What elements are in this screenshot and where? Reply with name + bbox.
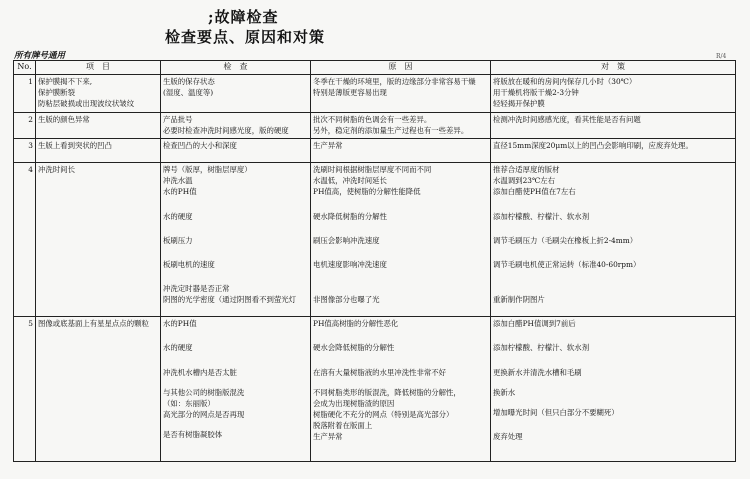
cell-line: 水温调到23℃左右 — [493, 176, 556, 186]
cell-line: 防粘层破损或出现波纹状皱纹 — [38, 98, 135, 108]
cause-cell — [311, 139, 491, 163]
cell-line: 冲洗水温 — [163, 176, 193, 186]
cell-line: 添加白醋使PH值在7左右 — [493, 187, 576, 197]
cell-line: 冬季在干燥的环境里，版的边缘部分非常容易干燥 — [313, 76, 476, 86]
cell-line: 水的PH值 — [163, 187, 197, 197]
header-item: 项 目 — [36, 61, 161, 75]
cell-line: 将版放在暖和的房间内保存几小时（30℃） — [493, 76, 637, 86]
header-cause: 原 因 — [311, 61, 491, 75]
cell-line: 产品批号 — [163, 115, 193, 125]
document-subtitle: 检查要点、原因和对策 — [165, 28, 326, 46]
cell-line: 不同树脂类形的版混洗，降低树脂的分解性， — [313, 387, 461, 397]
check-cell — [161, 317, 311, 462]
scope-label: 所有牌号通用 — [14, 51, 66, 61]
cell-line: 调节毛刷压力（毛刷尖在橡板上折2-4mm） — [493, 235, 638, 245]
cause-cell — [311, 113, 491, 139]
cell-line: 水的PH值 — [163, 319, 197, 329]
cell-line: 增加曝光时间（但只白部分不要糊死） — [493, 407, 619, 417]
cell-line: 废弃处理 — [493, 431, 523, 441]
header-measure: 对 策 — [491, 61, 736, 75]
cell-line: 轻轻揭开保护膜 — [493, 98, 545, 108]
cell-line: 与其他公司的树脂版混洗 — [163, 387, 245, 397]
cell-line: 添加柠檬酸、柠檬汁、软水剂 — [493, 343, 590, 353]
cell-line: 用干燥机将版干燥2-3分钟 — [493, 87, 579, 97]
cell-line: 洗刷时间根据树脂层厚度不同而不同 — [313, 165, 432, 175]
cell-line: 调节毛刷电机使正常运转（标准40-60rpm） — [493, 259, 641, 269]
corner-note: R/4 — [716, 53, 727, 60]
cell-line: 必要时检查冲洗时间感光度，版的硬度 — [163, 126, 289, 136]
cell-line: 保护膜揭不下来, — [38, 76, 93, 86]
item-cell — [36, 74, 161, 113]
cell-line: 推荐合适厚度的版材 — [493, 165, 560, 175]
table-header-row — [14, 61, 736, 75]
item-cell — [36, 139, 161, 163]
table-row — [14, 163, 736, 317]
cell-line: 刷压会影响冲洗速度 — [313, 235, 380, 245]
cell-line: PH值高，使树脂的分解性能降低 — [313, 187, 421, 197]
row-number: 5 — [14, 317, 36, 462]
cell-line: PH值高树脂的分解性恶化 — [313, 319, 399, 329]
cell-line: 直径15mm深度20μm以上的凹凸会影响印刷，应废弃处理。 — [493, 141, 693, 151]
header-no: No. — [14, 61, 36, 75]
item-cell — [36, 163, 161, 317]
cell-line: 添加柠檬酸、柠檬汁、软水剂 — [493, 211, 590, 221]
cause-cell — [311, 74, 491, 113]
cell-line: 硬水会降低树脂的分解性 — [313, 343, 395, 353]
cell-line: 批次不同树脂的色调会有一些差异。 — [313, 115, 432, 125]
table-row — [14, 74, 736, 113]
measure-cell — [491, 113, 736, 139]
cell-line: 水的硬度 — [163, 211, 193, 221]
cell-line: 生版的颜色异常 — [38, 115, 90, 125]
cell-line: 脱落附着在版面上 — [313, 420, 373, 430]
cell-line: 另外，稳定剂的添加量生产过程也有一些差异。 — [313, 126, 469, 136]
check-cell — [161, 74, 311, 113]
cell-line: 检测冲洗时间感感光度，看其性能是否有问题 — [493, 115, 641, 125]
cell-line: (湿度、温度等) — [163, 87, 214, 97]
cell-line: 更换新水并清洗水槽和毛刷 — [493, 367, 582, 377]
cell-line: 冲洗机水槽内是否太脏 — [163, 367, 237, 377]
cell-line: 牌号（版厚，树脂层厚度） — [163, 165, 252, 175]
cell-line: 保护膜断裂 — [38, 87, 75, 97]
cell-line: 重新制作阴图片 — [493, 295, 545, 304]
cell-line — [493, 283, 733, 294]
cell-line: 图像或底基面上有星星点点的颗粒 — [38, 319, 149, 329]
measure-cell — [491, 74, 736, 113]
row-number: 2 — [14, 113, 36, 139]
cell-line: 树脂硬化不充分的网点（特别是高光部分） — [313, 409, 454, 419]
header-check: 检 查 — [161, 61, 311, 75]
cause-cell — [311, 317, 491, 462]
cell-line: （如：东丽版） — [163, 398, 215, 408]
cell-line: 是否有树脂凝胶体 — [163, 429, 223, 439]
cell-line: 生产异常 — [313, 141, 343, 151]
item-cell — [36, 317, 161, 462]
troubleshooting-table — [13, 60, 736, 462]
cell-line: 检查凹凸的大小和深度 — [163, 141, 237, 151]
row-number: 1 — [14, 74, 36, 113]
cell-line: 生版上看到突状的凹凸 — [38, 141, 112, 151]
cell-line: 硬水降低树脂的分解性 — [313, 211, 387, 221]
cell-line: 电机速度影响冲洗速度 — [313, 259, 387, 269]
cell-line: 冲洗时间长 — [38, 165, 75, 175]
measure-cell — [491, 139, 736, 163]
table-row — [14, 139, 736, 163]
row-number: 4 — [14, 163, 36, 317]
item-cell — [36, 113, 161, 139]
cell-line: 板刷压力 — [163, 235, 193, 245]
cell-line: 水温低，冲洗时间延长 — [313, 176, 387, 186]
document-title: ;故障检查 — [208, 8, 279, 26]
check-cell — [161, 163, 311, 317]
table-row — [14, 317, 736, 462]
check-cell — [161, 139, 311, 163]
cell-line: 高光部分的网点是否再现 — [163, 409, 245, 419]
cell-line: 阴图的光学密度（通过阴图看不到萤光灯 — [163, 295, 297, 304]
row-number: 3 — [14, 139, 36, 163]
cell-line: 添加白醋PH值调到7前后 — [493, 319, 576, 329]
cell-line — [313, 283, 488, 294]
cell-line: 冲洗定时器是否正常 — [163, 283, 230, 293]
cell-line: 特别是薄版更容易出现 — [313, 87, 387, 97]
cell-line: 板刷电机的速度 — [163, 259, 215, 269]
cell-line: 会成为出现树脂渣的原因 — [313, 398, 395, 408]
cell-line: 在溶有大量树脂液的水里冲洗性非常不好 — [313, 367, 447, 377]
cell-line: 生版的保存状态 — [163, 76, 215, 86]
cause-cell — [311, 163, 491, 317]
cell-line: 水的硬度 — [163, 343, 193, 353]
check-cell — [161, 113, 311, 139]
table-row — [14, 113, 736, 139]
cell-line: 生产异常 — [313, 432, 343, 442]
measure-cell — [491, 317, 736, 462]
cell-line: 换新水 — [493, 387, 516, 397]
cell-line: 非图像部分也曝了光 — [313, 295, 380, 304]
measure-cell — [491, 163, 736, 317]
